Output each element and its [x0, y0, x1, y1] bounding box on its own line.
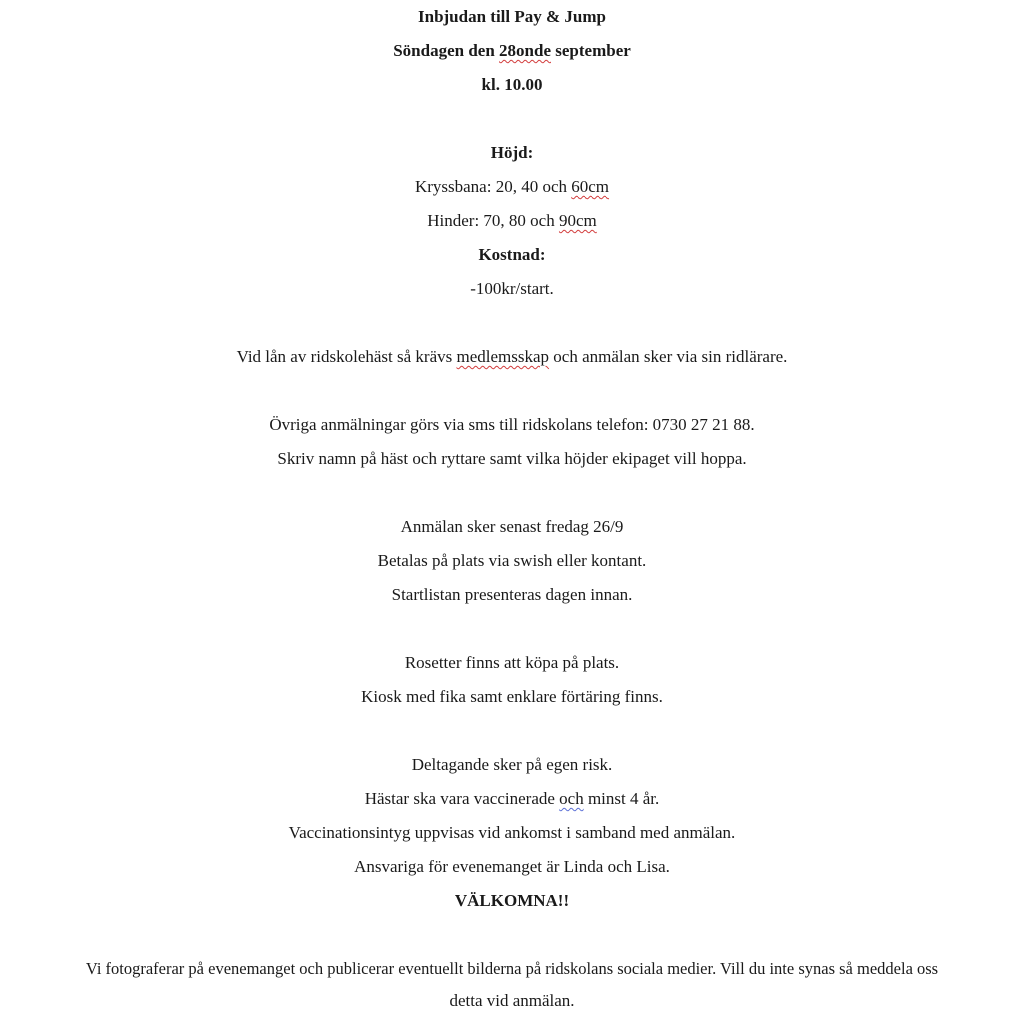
cross-course-prefix: Kryssbana: 20, 40 och — [414, 177, 572, 196]
cost-price: -100kr/start. — [470, 279, 554, 298]
rules-line-2 — [0, 788, 1024, 810]
photo-notice-line-2: detta vid anmälan. — [449, 991, 575, 1010]
deadline-line-3: Startlistan presenteras dagen innan. — [391, 585, 633, 604]
event-date-suffix: september — [551, 41, 631, 60]
photo-notice-line-1: Vi fotograferar på evenemanget och publicerar eventuellt bilderna på ridskolans sociala medier. Vill du inte synas så meddela oss — [85, 959, 939, 978]
extras-line-1: Rosetter finns att köpa på plats. — [404, 653, 620, 672]
deadline-line-1: Anmälan sker senast fredag 26/9 — [400, 517, 624, 536]
loan-horse-info — [0, 346, 1024, 368]
rules-line-3: Vaccinationsintyg uppvisas vid ankomst i samband med anmälan. — [288, 823, 736, 842]
rules-line-4: Ansvariga för evenemanget är Linda och Lisa. — [354, 857, 670, 876]
extras-line-2: Kiosk med fika samt enklare förtäring finns. — [361, 687, 663, 706]
loan-suffix: och anmälan sker via sin ridlärare. — [549, 347, 788, 366]
document-title: Inbjudan till Pay & Jump — [418, 7, 606, 26]
event-date-day: 28onde — [499, 41, 551, 60]
rules-line-2-word: och — [559, 789, 584, 808]
rules-line-2-suffix: minst 4 år. — [583, 789, 660, 808]
obstacle-last: 90cm — [558, 211, 597, 230]
event-date-prefix: Söndagen den — [393, 41, 500, 60]
cross-course-last: 60cm — [571, 177, 610, 196]
event-date — [0, 40, 1024, 62]
height-heading: Höjd: — [490, 143, 534, 162]
cross-course-heights — [0, 176, 1024, 198]
rules-line-2-prefix: Hästar ska vara vaccinerade — [364, 789, 560, 808]
registration-line-2: Skriv namn på häst och ryttare samt vilka höjder ekipaget vill hoppa. — [277, 449, 747, 468]
loan-word: medlemsskap — [456, 347, 550, 366]
rules-line-1: Deltagande sker på egen risk. — [411, 755, 613, 774]
welcome-text: VÄLKOMNA!! — [454, 891, 570, 910]
obstacle-prefix: Hinder: 70, 80 och — [427, 211, 559, 230]
loan-prefix: Vid lån av ridskolehäst så krävs — [236, 347, 457, 366]
obstacle-heights — [0, 210, 1024, 232]
registration-line-1: Övriga anmälningar görs via sms till ridskolans telefon: 0730 27 21 88. — [269, 415, 755, 434]
cost-heading: Kostnad: — [478, 245, 546, 264]
deadline-line-2: Betalas på plats via swish eller kontant. — [377, 551, 647, 570]
event-time: kl. 10.00 — [481, 75, 543, 94]
